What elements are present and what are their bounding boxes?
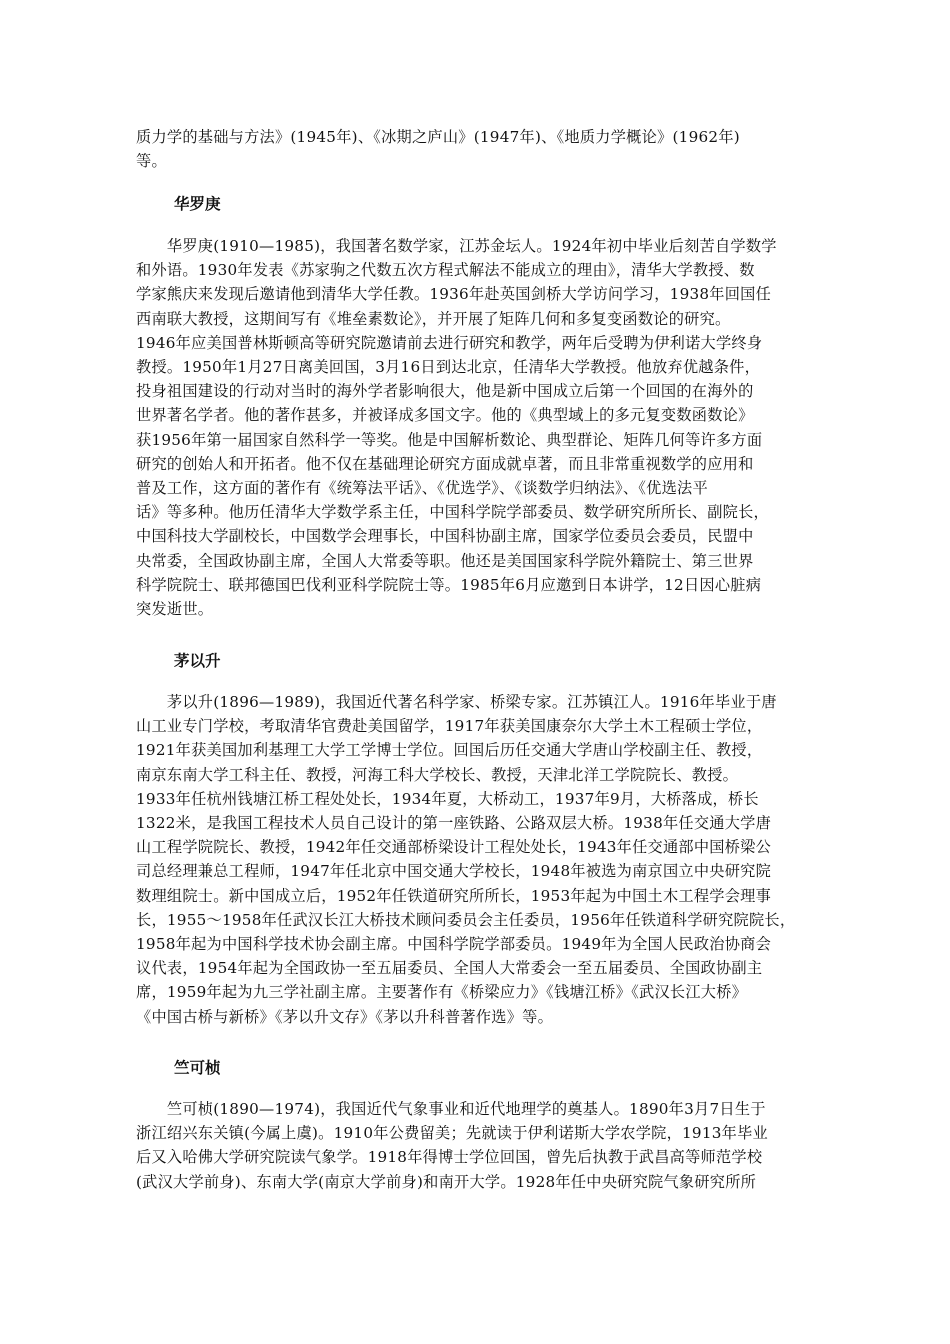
text-line: 山工程学院院长、教授，1942年任交通部桥梁设计工程处处长，1943年任交通部中国桥梁公	[136, 838, 772, 857]
text-line: 普及工作，这方面的著作有《统筹法平话》、《优选学》、《谈数学归纳法》、《优选法平	[136, 479, 708, 498]
text-line: 世界著名学者。他的著作甚多，并被译成多国文字。他的《典型域上的多元复变数函数论》	[136, 406, 754, 425]
text-line: 华罗庚(1910—1985)，我国著名数学家，江苏金坛人。1924年初中毕业后刻苦自学数学	[136, 237, 777, 255]
text-line: 学家熊庆来发现后邀请他到清华大学任教。1936年赴英国剑桥大学访问学习，1938年回国任	[136, 285, 772, 304]
text-line: 议代表，1954年起为全国政协一至五届委员、全国人大常委会一至五届委员、全国政协副主	[136, 959, 763, 978]
text-line: (武汉大学前身)、东南大学(南京大学前身)和南开大学。1928年任中央研究院气象研究所所	[136, 1172, 757, 1191]
text-line: 山工业专门学校，考取清华官费赴美国留学，1917年获美国康奈尔大学土木工程硕士学位，	[136, 717, 763, 736]
text-line: 后又入哈佛大学研究院读气象学。1918年得博士学位回国，曾先后执教于武昌高等师范学校	[136, 1148, 763, 1167]
text-line: 1933年任杭州钱塘江桥工程处处长，1934年夏，大桥动工，1937年9月，大桥落成，桥长	[136, 789, 759, 808]
section-heading-hua-luogeng: 华罗庚	[174, 195, 221, 213]
text-line: 南京东南大学工科主任、教授，河海工科大学校长、教授，天津北洋工学院院长、教授。	[136, 765, 739, 784]
text-line: 突发逝世。	[136, 600, 214, 619]
text-line: 长，1955～1958年任武汉长江大桥技术顾问委员会主任委员，1956年任铁道科学研究院院长，	[136, 910, 796, 929]
section-heading-mao-yisheng: 茅以升	[174, 652, 221, 670]
text-line: 1958年起为中国科学技术协会副主席。中国科学院学部委员。1949年为全国人民政治协商会	[136, 935, 772, 954]
text-line: 1921年获美国加利基理工大学工学博士学位。回国后历任交通大学唐山学校副主任、教授，	[136, 741, 763, 760]
text-line: 竺可桢(1890—1974)，我国近代气象事业和近代地理学的奠基人。1890年3月7日生于	[136, 1100, 766, 1118]
text-line: 投身祖国建设的行动对当时的海外学者影响很大，他是新中国成立后第一个回国的在海外的	[136, 382, 754, 401]
text-line: 教授。1950年1月27日离美回国，3月16日到达北京，任清华大学教授。他放弃优越条件，	[136, 358, 761, 377]
intro-paragraph	[136, 125, 816, 173]
text-line: 数理组院士。新中国成立后，1952年任铁道研究所所长，1953年起为中国土木工程学会理事	[136, 886, 772, 905]
section-paragraph-mao-yisheng	[136, 690, 816, 1029]
text-line: 话》等多种。他历任清华大学数学系主任，中国科学院学部委员、数学研究所所长、副院长，	[136, 503, 769, 522]
text-line: 科学院院士、联邦德国巴伐利亚科学院院士等。1985年6月应邀到日本讲学，12日因心脏病	[136, 575, 762, 594]
text-line: 西南联大教授，这期间写有《堆垒素数论》，并开展了矩阵几何和多复变函数论的研究。	[136, 309, 731, 328]
text-line: 研究的创始人和开拓者。他不仅在基础理论研究方面成就卓著，而且非常重视数学的应用和	[136, 454, 754, 473]
text-line: 茅以升(1896—1989)，我国近代著名科学家、桥梁专家。江苏镇江人。1916年毕业于唐	[136, 693, 777, 711]
section-paragraph-hua-luogeng	[136, 234, 816, 621]
text-line: 央常委，全国政协副主席，全国人大常委等职。他还是美国国家科学院外籍院士、第三世界	[136, 551, 754, 570]
section-heading-zhu-kezhen: 竺可桢	[174, 1059, 221, 1077]
text-line: 质力学的基础与方法》(1945年)、《冰期之庐山》(1947年)、《地质力学概论》(1962年)	[136, 128, 740, 146]
section-paragraph-zhu-kezhen	[136, 1097, 816, 1194]
text-line: 1946年应美国普林斯顿高等研究院邀请前去进行研究和教学，两年后受聘为伊利诺大学终身	[136, 333, 763, 352]
text-line: 《中国古桥与新桥》《茅以升文存》《茅以升科普著作选》等。	[136, 1007, 554, 1026]
text-line: 1322米，是我国工程技术人员自己设计的第一座铁路、公路双层大桥。1938年任交通大学唐	[136, 814, 772, 833]
text-line: 席，1959年起为九三学社副主席。主要著作有《桥梁应力》《钱塘江桥》《武汉长江大桥》	[136, 983, 748, 1002]
text-line: 和外语。1930年发表《苏家驹之代数五次方程式解法不能成立的理由》，清华大学教授、数	[136, 261, 755, 280]
text-line: 浙江绍兴东关镇(今属上虞)。1910年公费留美；先就读于伊利诺斯大学农学院，1913年毕业	[136, 1124, 768, 1143]
text-line: 等。	[136, 152, 167, 171]
text-line: 司总经理兼总工程师，1947年任北京中国交通大学校长，1948年被选为南京国立中央研究院	[136, 862, 772, 881]
text-line: 中国科技大学副校长，中国数学会理事长，中国科协副主席，国家学位委员会委员，民盟中	[136, 527, 754, 546]
text-line: 获1956年第一届国家自然科学一等奖。他是中国解析数论、典型群论、矩阵几何等许多方面	[136, 430, 763, 449]
